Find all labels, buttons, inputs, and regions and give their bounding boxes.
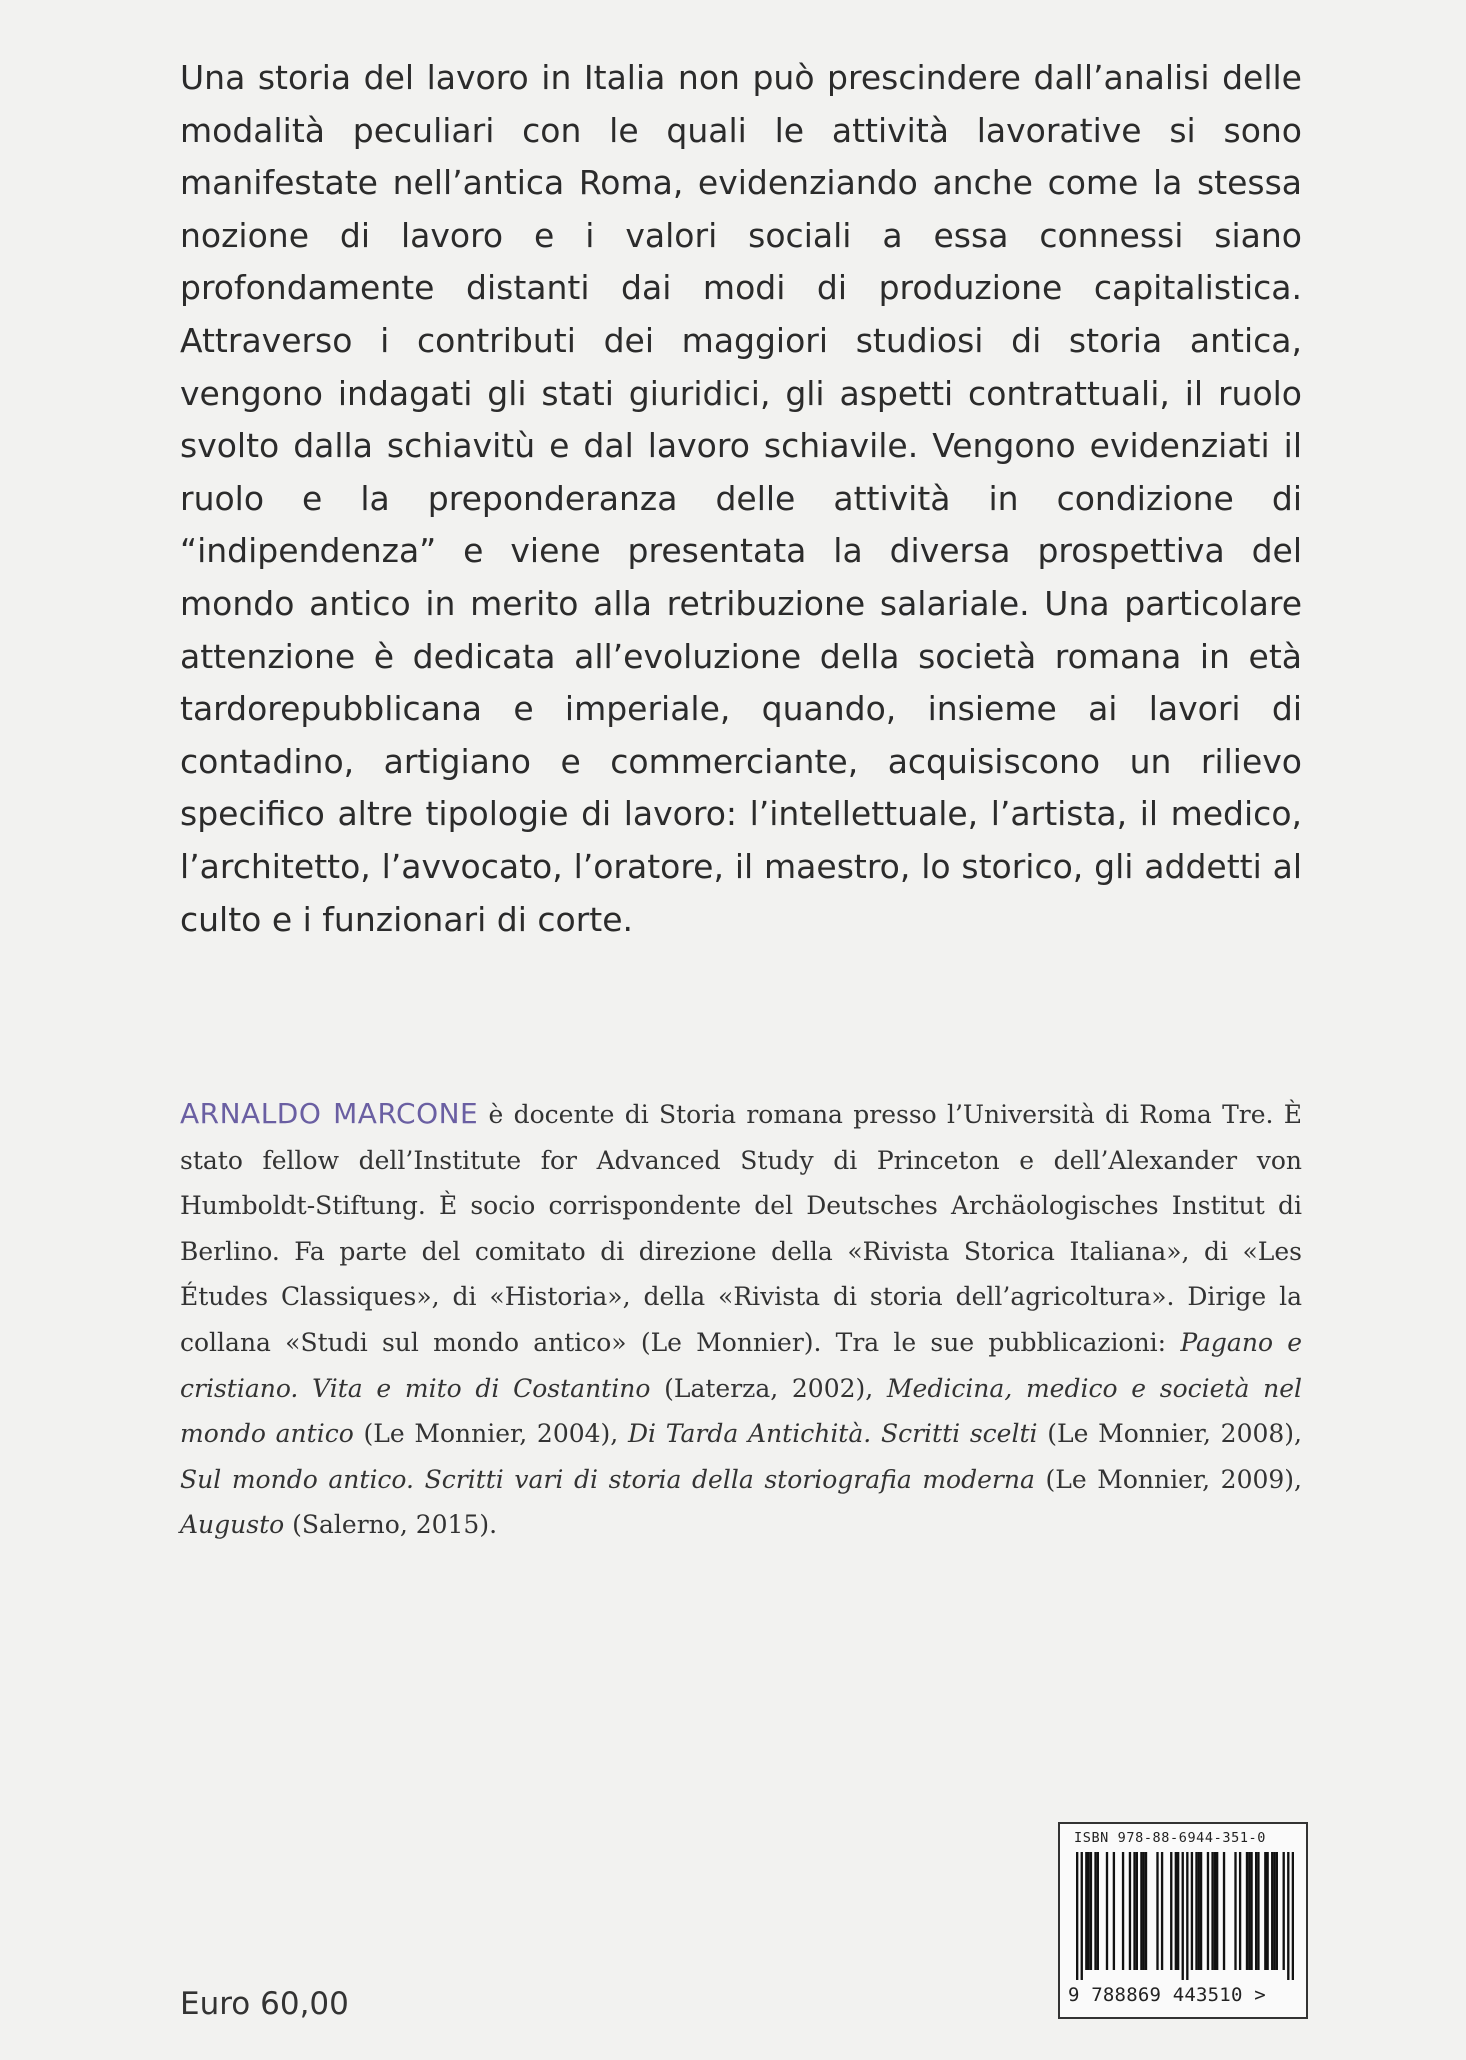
- barcode-bar: [1198, 1852, 1200, 1970]
- bio-text: (Laterza, 2002),: [650, 1373, 887, 1403]
- barcode-bar: [1175, 1852, 1177, 1970]
- barcode-bar: [1182, 1852, 1184, 1980]
- barcode-bar: [1090, 1852, 1092, 1970]
- barcode-bar: [1087, 1852, 1089, 1970]
- barcode-bar: [1191, 1852, 1193, 1970]
- bio-text: (Le Monnier, 2004),: [353, 1419, 628, 1449]
- barcode-bar: [1239, 1852, 1241, 1970]
- barcode-bar: [1129, 1852, 1131, 1970]
- barcode-bar: [1287, 1852, 1289, 1980]
- barcode-bar: [1207, 1852, 1209, 1970]
- barcode-bar: [1246, 1852, 1248, 1970]
- barcode-bar: [1276, 1852, 1278, 1970]
- isbn-label: ISBN 978-88-6944-351-0: [1074, 1830, 1267, 1846]
- barcode-bar: [1266, 1852, 1268, 1970]
- barcode-bar: [1248, 1852, 1250, 1970]
- bio-text: (Salerno, 2015).: [284, 1510, 498, 1540]
- barcode-bar: [1156, 1852, 1158, 1970]
- barcode-bar: [1133, 1852, 1135, 1970]
- barcode-bar: [1145, 1852, 1147, 1970]
- barcode-bar: [1216, 1852, 1218, 1970]
- barcode-bar: [1250, 1852, 1252, 1970]
- barcode-bar: [1177, 1852, 1179, 1970]
- barcode-bar: [1143, 1852, 1145, 1970]
- author-name: ARNALDO MARCONE: [180, 1097, 479, 1130]
- barcode-bar: [1273, 1852, 1275, 1970]
- book-title: Sul mondo antico. Scritti vari di storia della storiografia moderna: [180, 1464, 1035, 1494]
- barcode-bar: [1140, 1852, 1142, 1970]
- barcode-bar: [1292, 1852, 1294, 1980]
- author-bio: [180, 1091, 1302, 1548]
- barcode-bar: [1271, 1852, 1273, 1970]
- barcode-bar: [1170, 1852, 1172, 1970]
- barcode-bar: [1106, 1852, 1108, 1970]
- blurb-text: Una storia del lavoro in Italia non può prescindere dall’analisi delle modalità peculiari con le quali le attività lavorative si sono manifestate nell’antica Roma, evidenziando anche come la stessa nozione di lavoro e i valori sociali a essa connessi siano profondamente distanti dai modi di produzione capitalistica. Attraverso i contributi dei maggiori studiosi di storia antica, vengono indagati gli stati giuridici, gli aspetti contrattuali, il ruolo svolto dalla schiavitù e dal lavoro schiavile. Vengono evidenziati il ruolo e la preponderanza delle attività in condizione di “indipendenza” e viene presentata la diversa prospettiva del mondo antico in merito alla retribuzione salariale. Una particolare attenzione è dedicata all’evoluzione della società romana in età tardorepubblicana e imperiale, quando, insieme ai lavori di contadino, artigiano e commerciante, acquisiscono un rilievo specifico altre tipologie di lavoro: l’intellettuale, l’artista, il medico, l’architetto, l’avvocato, l’oratore, il maestro, lo storico, gli addetti al culto e i funzionari di corte.: [180, 58, 1302, 939]
- barcode-bar: [1136, 1852, 1138, 1970]
- barcode-bar: [1257, 1852, 1259, 1970]
- barcode-bar: [1122, 1852, 1124, 1970]
- isbn-barcode: [1058, 1822, 1308, 2019]
- barcode-bar: [1195, 1852, 1197, 1970]
- barcode-bar: [1076, 1852, 1078, 1980]
- bio-text: (Le Monnier, 2009),: [1034, 1464, 1303, 1494]
- barcode-bar: [1255, 1852, 1257, 1970]
- barcode-bar: [1214, 1852, 1216, 1970]
- bio-text: è docente di Storia romana presso l’Università di Roma Tre. È stato fellow dell’Institute for Advanced Study di Princeton e dell’Alexander von Humboldt-Stiftung. È socio corrispondente del Deutsches Archäologisches Institut di Berlino. Fa parte del comitato di direzione della «Rivista Storica Italiana», di «Les Études Classiques», di «Historia», della «Rivista di storia dell’agricoltura». Dirige la collana «Studi sul mondo antico» (Le Monnier). Tra le sue pubblicazioni:: [180, 1100, 1302, 1357]
- barcode-bars: [1076, 1852, 1294, 1980]
- barcode-bar: [1161, 1852, 1163, 1970]
- barcode-bar: [1094, 1852, 1096, 1970]
- price: Euro 60,00: [180, 1986, 349, 2022]
- barcode-bar: [1283, 1852, 1285, 1970]
- book-title: Di Tarda Antichità. Scritti scelti: [628, 1419, 1038, 1449]
- book-title: Augusto: [180, 1510, 285, 1540]
- barcode-bar: [1211, 1852, 1213, 1970]
- book-title: Pagano e cristiano. Vita e mito di Costantino: [180, 1327, 1302, 1403]
- barcode-bar: [1234, 1852, 1236, 1970]
- barcode-bar: [1081, 1852, 1083, 1980]
- book-title: Medicina, medico e società nel mondo antico: [180, 1373, 1302, 1449]
- barcode-bar: [1264, 1852, 1266, 1970]
- barcode-bar: [1186, 1852, 1188, 1980]
- barcode-bar: [1223, 1852, 1225, 1970]
- barcode-bar: [1097, 1852, 1099, 1970]
- barcode-bar: [1085, 1852, 1087, 1970]
- bio-text: (Le Monnier, 2008),: [1037, 1419, 1303, 1449]
- barcode-bar: [1113, 1852, 1115, 1970]
- ean-digits: 9 788869 443510 >: [1068, 1984, 1266, 2006]
- barcode-bar: [1200, 1852, 1202, 1970]
